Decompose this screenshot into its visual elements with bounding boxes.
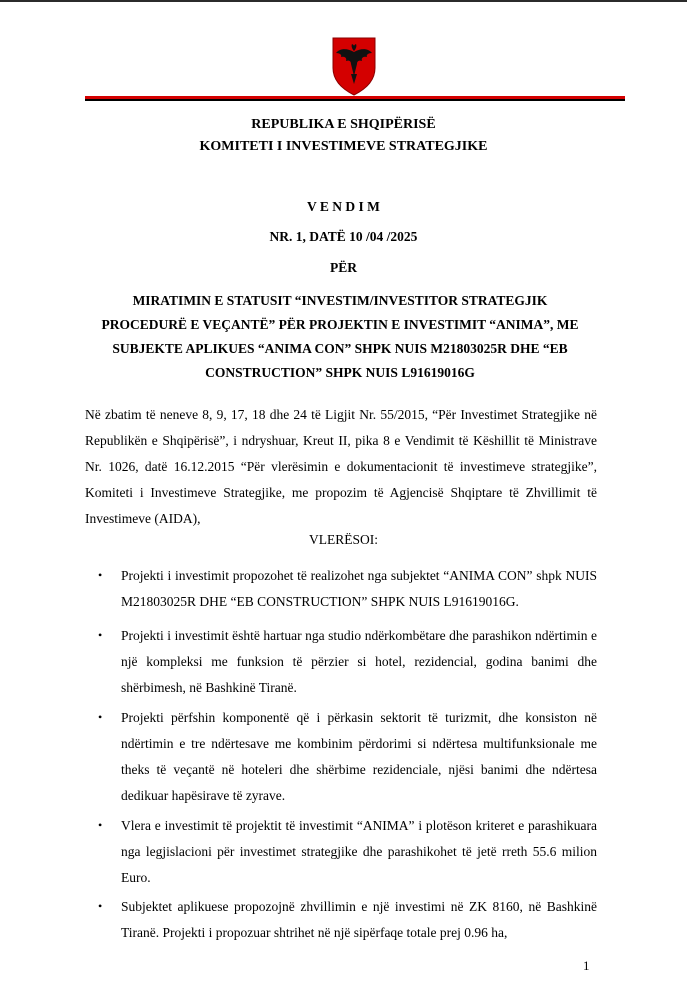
- list-item: Projekti i investimit propozohet të realizohet nga subjektet “ANIMA CON” shpk NUIS M21803025R DHE “EB CONSTRUCTION” SHPK NUIS L91619016G.: [121, 568, 597, 609]
- list-item: Projekti përfshin komponentë që i përkasin sektorit të turizmit, dhe konsiston në ndërtimin e tre ndërtesave me kombinim përdorimi si ndërtesa multifunksionale me theks të veçantë në hoteleri dhe shërbime rezidenciale, njësi banimi dhe ndërtesa dedikuar hapësirave të zyrave.: [121, 710, 597, 803]
- page-number: 1: [583, 958, 590, 973]
- assessed-heading: VLERËSOI:: [309, 532, 378, 547]
- decision-label: V E N D I M: [307, 199, 380, 214]
- committee-heading: KOMITETI I INVESTIMEVE STRATEGJIKE: [199, 139, 488, 154]
- bullet-marker: •: [98, 899, 103, 913]
- list-item: Vlera e investimit të projektit të investimit “ANIMA” i plotëson kriteret e parashikuara nga legjislacioni për investimet strategjike dhe parashikohet të jetë rreth 55.6 milion Euro.: [121, 818, 597, 885]
- decision-number: NR. 1, DATË 10 /04 /2025: [269, 229, 418, 244]
- title-line: SUBJEKTE APLIKUES “ANIMA CON” SHPK NUIS M21803025R DHE “EB: [112, 341, 568, 356]
- title-line: MIRATIMIN E STATUSIT “INVESTIM/INVESTITOR STRATEGJIK: [132, 293, 548, 308]
- decision-for: PËR: [330, 260, 357, 275]
- top-border: [0, 0, 687, 2]
- bullet-marker: •: [98, 710, 103, 724]
- preamble-paragraph: Në zbatim të neneve 8, 9, 17, 18 dhe 24 të Ligjit Nr. 55/2015, “Për Investimet Strategjike në Republikën e Shqipërisë”, i ndryshuar, Kreut II, pika 8 e Vendimit të Këshillit të Ministrave Nr. 1026, datë 16.12.2015 “Për vlerësimin e dokumentacionit të investimeve strategjike”, Komiteti i Investimeve Strategjike, me propozim të Agjencisë Shqiptare të Zhvillimit të Investimeve (AIDA),: [85, 407, 597, 526]
- republic-heading: REPUBLIKA E SHQIPËRISË: [251, 117, 436, 132]
- title-line: CONSTRUCTION” SHPK NUIS L91619016G: [205, 365, 475, 380]
- decision-title: [85, 289, 595, 385]
- bullet-marker: •: [98, 628, 103, 642]
- list-item: Subjektet aplikuese propozojnë zhvillimin e një investimi në ZK 8160, në Bashkinë Tiranë. Projekti i propozuar shtrihet në një sipërfaqe totale prej 0.96 ha,: [121, 899, 597, 940]
- title-line: PROCEDURË E VEÇANTË” PËR PROJEKTIN E INVESTIMIT “ANIMA”, ME: [101, 317, 579, 332]
- list-item: Projekti i investimit është hartuar nga studio ndërkombëtare dhe parashikon ndërtimin e një kompleksi me funksion të përzier si hotel, rezidencial, godina banimi dhe shërbimesh, në Bashkinë Tiranë.: [121, 628, 597, 695]
- albanian-coat-of-arms-icon: [329, 36, 379, 96]
- flag-rule: [85, 96, 625, 101]
- bullet-marker: •: [98, 818, 103, 832]
- bullet-marker: •: [98, 568, 103, 582]
